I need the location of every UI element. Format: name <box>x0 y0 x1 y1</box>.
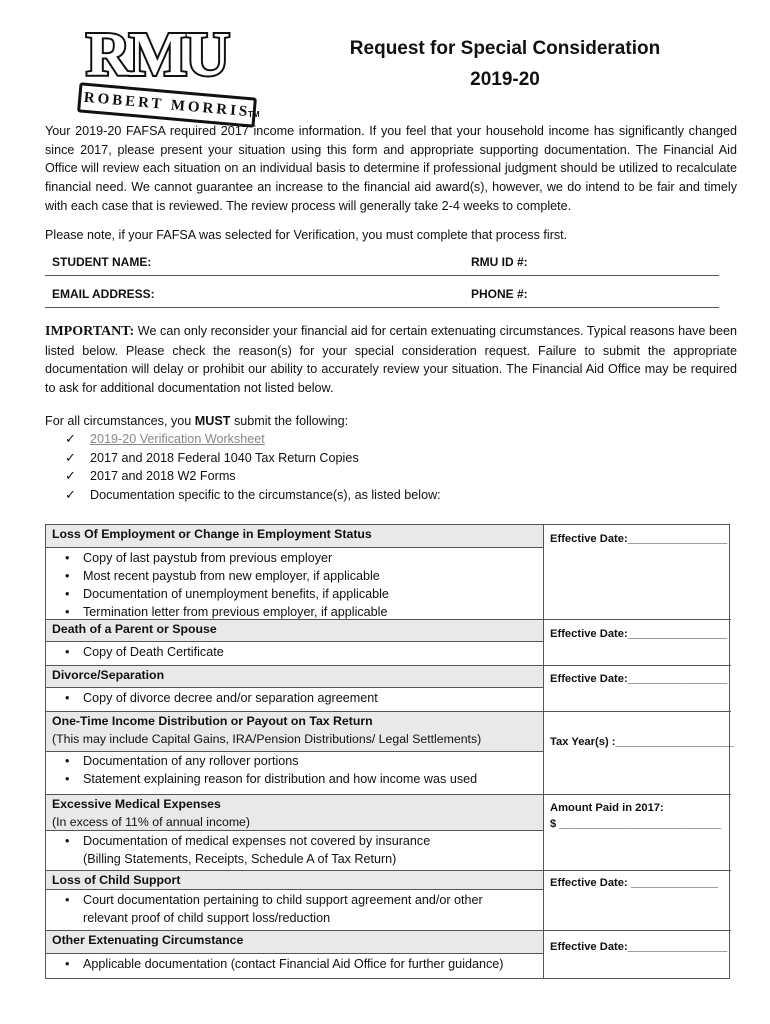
logo-ribbon: ROBERT MORRIS <box>77 82 257 127</box>
bullet-icon: • <box>65 569 70 583</box>
section-subtitle: (In excess of 11% of annual income) <box>52 815 250 829</box>
section-header-other <box>46 930 543 954</box>
effective-date-label: Effective Date:________________ <box>550 533 728 545</box>
tax-year-label: Tax Year(s) :___________________ <box>550 736 734 748</box>
effective-date-label: Effective Date:________________ <box>550 628 728 640</box>
doc-item <box>46 891 483 909</box>
bullet-icon: • <box>65 754 70 768</box>
email-phone-row <box>45 287 719 308</box>
important-text: We can only reconsider your financial aid for certain extenuating circumstances. Typical reasons have been listed below. Please check the reason(s) for your special consideration request. Failure to submit the appropriate documentation will delay or prohibit our ability to accurately review your situation. The Financial Aid Office may be required to ask for additional documentation not listed below. <box>45 324 737 396</box>
section-header-medical-expenses <box>46 794 543 831</box>
doc-item <box>46 955 504 973</box>
amount-paid-label: Amount Paid in 2017: <box>550 802 664 814</box>
effective-date-label: Effective Date:________________ <box>550 941 728 953</box>
doc-item <box>46 770 477 788</box>
required-item-text: 2017 and 2018 W2 Forms <box>90 469 236 484</box>
doc-item-text: Court documentation pertaining to child support agreement and/or other <box>83 893 483 907</box>
required-documents-list <box>65 430 441 505</box>
section-doc-list <box>46 643 224 661</box>
must-intro <box>45 412 737 431</box>
section-subtitle: (This may include Capital Gains, IRA/Pension Distributions/ Legal Settlements) <box>52 732 482 746</box>
checkmark-icon: ✓ <box>65 431 76 446</box>
verification-worksheet-link[interactable]: 2019-20 Verification Worksheet <box>90 432 265 446</box>
doc-item <box>46 643 224 661</box>
must-pre: For all circumstances, you <box>45 414 195 428</box>
bullet-icon: • <box>65 587 70 601</box>
intro-paragraph: Your 2019-20 FAFSA required 2017 income information. If you feel that your household income has significantly changed since 2017, please present your situation using this form and appropriate supporting documentation. The Financial Aid Office will review each situation on an individual basis to determine if professional judgment should be utilized to recalculate financial need. We cannot guarantee an increase to the financial aid award(s), however, we do intend to be fair and timely with each case that is reviewed. The review process will generally take 2-4 weeks to complete. <box>45 124 737 213</box>
section-doc-list <box>46 891 483 927</box>
bullet-icon: • <box>65 893 70 907</box>
section-doc-list <box>46 832 430 868</box>
section-doc-list <box>46 689 378 707</box>
doc-item-text: Documentation of any rollover portions <box>83 754 299 768</box>
bullet-icon: • <box>65 957 70 971</box>
doc-item <box>46 549 389 567</box>
effective-date-cell[interactable] <box>544 619 731 665</box>
doc-item-text: Applicable documentation (contact Financial Aid Office for further guidance) <box>83 957 504 971</box>
doc-item <box>46 689 378 707</box>
required-item <box>65 430 441 449</box>
doc-item-text: Copy of divorce decree and/or separation agreement <box>83 691 378 705</box>
doc-item-text: Documentation of unemployment benefits, if applicable <box>83 587 389 601</box>
verification-note: Please note, if your FAFSA was selected for Verification, you must complete that process first. <box>45 228 568 242</box>
doc-item-text: relevant proof of child support loss/reduction <box>83 911 331 925</box>
section-title: One-Time Income Distribution or Payout on Tax Return <box>52 714 373 728</box>
section-title: Excessive Medical Expenses <box>52 797 221 811</box>
doc-item-text: Copy of last paystub from previous employer <box>83 551 333 565</box>
section-header-one-time-income <box>46 711 543 752</box>
section-title: Divorce/Separation <box>52 668 165 682</box>
doc-item <box>46 567 389 585</box>
important-label: IMPORTANT: <box>45 324 135 339</box>
section-title: Loss Of Employment or Change in Employment Status <box>52 527 372 541</box>
rmu-id-label: RMU ID #: <box>471 255 528 269</box>
required-item-text: Documentation specific to the circumstance(s), as listed below: <box>90 488 441 503</box>
checkmark-icon: ✓ <box>65 449 76 465</box>
section-title: Loss of Child Support <box>52 873 181 887</box>
required-item <box>65 486 441 505</box>
checkmark-icon: ✓ <box>65 487 76 503</box>
section-header-death <box>46 619 543 642</box>
doc-item <box>46 752 477 770</box>
section-doc-list <box>46 955 504 973</box>
logo-trademark: TM <box>248 110 260 119</box>
rmu-logo <box>48 21 270 121</box>
phone-label: PHONE #: <box>471 287 528 301</box>
doc-item-text: Copy of Death Certificate <box>83 645 224 659</box>
section-title: Death of a Parent or Spouse <box>52 622 217 636</box>
effective-date-label: Effective Date: ______________ <box>550 877 718 889</box>
doc-item <box>46 850 430 868</box>
section-doc-list <box>46 752 477 788</box>
bullet-icon: • <box>65 834 70 848</box>
effective-date-cell[interactable] <box>544 525 731 619</box>
doc-item-text: Statement explaining reason for distribution and how income was used <box>83 772 478 786</box>
form-title: Request for Special Consideration <box>349 38 661 59</box>
section-title: Other Extenuating Circumstance <box>52 933 244 947</box>
circumstances-table <box>45 524 734 979</box>
important-paragraph <box>45 322 737 398</box>
student-name-label: STUDENT NAME: <box>52 255 152 269</box>
doc-item <box>46 909 483 927</box>
section-header-child-support <box>46 870 543 890</box>
required-item <box>65 467 441 486</box>
name-id-row <box>45 255 719 276</box>
section-header-loss-of-employment <box>46 525 543 548</box>
doc-item-text: Termination letter from previous employer, if applicable <box>83 605 388 619</box>
logo-wordmark: RMU <box>85 21 229 89</box>
email-label: EMAIL ADDRESS: <box>52 287 155 301</box>
effective-date-label: Effective Date:________________ <box>550 673 728 685</box>
doc-item <box>46 585 389 603</box>
form-year: 2019-20 <box>470 69 540 90</box>
bullet-icon: • <box>65 605 70 619</box>
bullet-icon: • <box>65 772 70 786</box>
amount-paid-line: $ __________________________ <box>550 818 722 830</box>
doc-item-text: Documentation of medical expenses not covered by insurance <box>83 834 431 848</box>
tax-year-cell[interactable] <box>544 711 734 794</box>
effective-date-cell[interactable] <box>544 930 731 978</box>
must-bold: MUST <box>194 414 231 428</box>
bullet-icon: • <box>65 645 70 659</box>
must-post: submit the following: <box>230 414 349 428</box>
doc-item-text: (Billing Statements, Receipts, Schedule A of Tax Return) <box>83 852 397 866</box>
section-doc-list <box>46 549 389 621</box>
section-header-divorce <box>46 665 543 688</box>
effective-date-cell[interactable] <box>544 665 731 711</box>
bullet-icon: • <box>65 691 70 705</box>
effective-date-cell[interactable] <box>544 870 731 930</box>
bullet-icon: • <box>65 551 70 565</box>
amount-paid-cell[interactable] <box>544 794 731 870</box>
required-item-text: 2017 and 2018 Federal 1040 Tax Return Copies <box>90 450 359 465</box>
doc-item-text: Most recent paystub from new employer, if applicable <box>83 569 380 583</box>
checkmark-icon: ✓ <box>65 468 76 484</box>
doc-item <box>46 832 430 850</box>
required-item <box>65 449 441 468</box>
